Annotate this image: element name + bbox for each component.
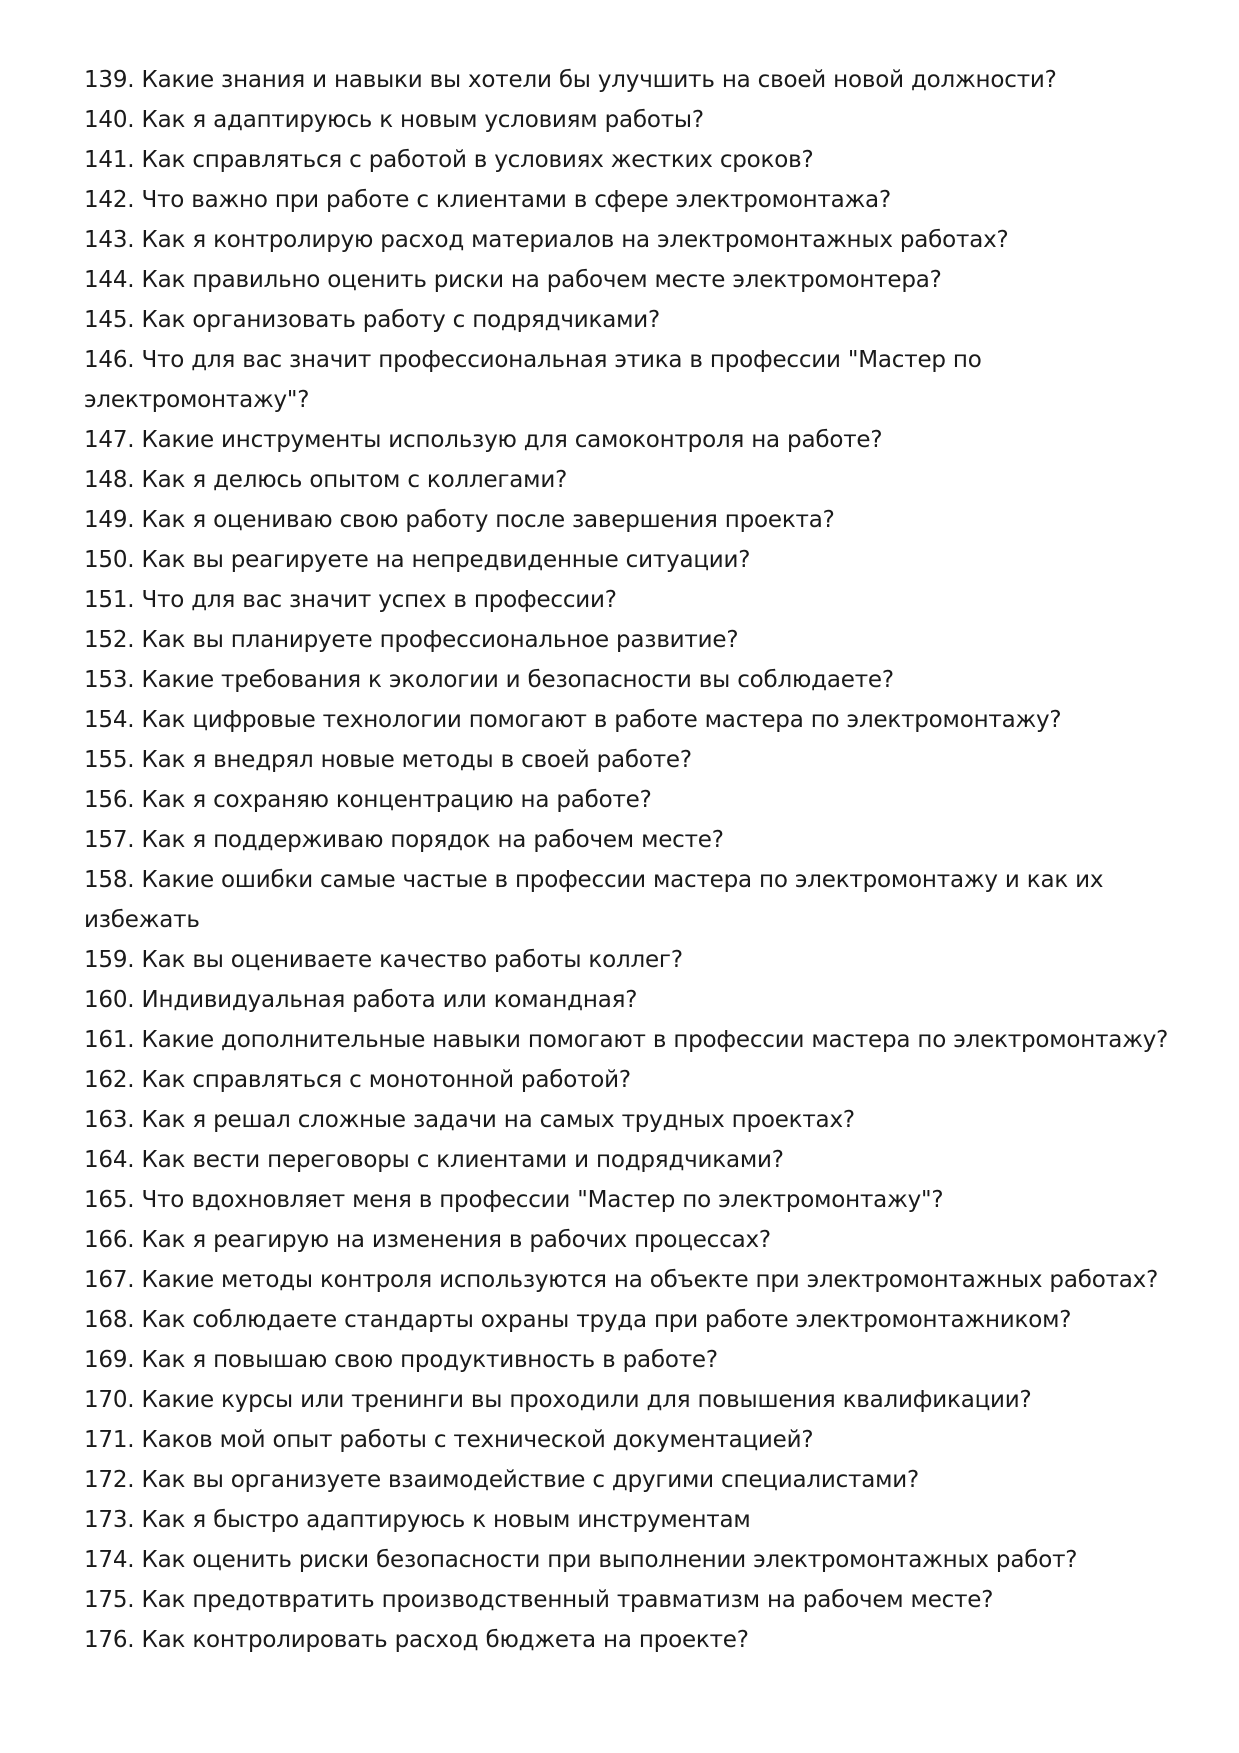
list-item: 155. Как я внедрял новые методы в своей работе?	[84, 747, 692, 773]
list-item: 147. Какие инструменты использую для самоконтроля на работе?	[84, 427, 883, 453]
list-item: 140. Как я адаптируюсь к новым условиям работы?	[84, 107, 704, 133]
list-item: 170. Какие курсы или тренинги вы проходили для повышения квалификации?	[84, 1387, 1032, 1413]
list-item: 168. Как соблюдаете стандарты охраны труда при работе электромонтажником?	[84, 1307, 1072, 1333]
list-item: 172. Как вы организуете взаимодействие с другими специалистами?	[84, 1467, 920, 1493]
list-item: 165. Что вдохновляет меня в профессии "Мастер по электромонтажу"?	[84, 1187, 944, 1213]
list-item: 146. Что для вас значит профессиональная этика в профессии "Мастер по электромонтажу"?	[84, 347, 982, 413]
list-item: 153. Какие требования к экологии и безопасности вы соблюдаете?	[84, 667, 894, 693]
list-item: 148. Как я делюсь опытом с коллегами?	[84, 467, 568, 493]
list-item: 173. Как я быстро адаптируюсь к новым инструментам	[84, 1507, 751, 1533]
list-item: 142. Что важно при работе с клиентами в сфере электромонтажа?	[84, 187, 891, 213]
list-item: 154. Как цифровые технологии помогают в работе мастера по электромонтажу?	[84, 707, 1062, 733]
list-item: 150. Как вы реагируете на непредвиденные ситуации?	[84, 547, 751, 573]
list-item: 174. Как оценить риски безопасности при выполнении электромонтажных работ?	[84, 1547, 1078, 1573]
list-item: 143. Как я контролирую расход материалов на электромонтажных работах?	[84, 227, 1009, 253]
list-item: 167. Какие методы контроля используются на объекте при электромонтажных работах?	[84, 1267, 1159, 1293]
list-item: 160. Индивидуальная работа или командная?	[84, 987, 638, 1013]
list-item: 141. Как справляться с работой в условиях жестких сроков?	[84, 147, 814, 173]
list-item: 149. Как я оцениваю свою работу после завершения проекта?	[84, 507, 835, 533]
list-item: 161. Какие дополнительные навыки помогают в профессии мастера по электромонтажу?	[84, 1027, 1169, 1053]
list-item: 145. Как организовать работу с подрядчиками?	[84, 307, 661, 333]
list-item: 171. Каков мой опыт работы с технической документацией?	[84, 1427, 814, 1453]
question-list	[84, 60, 1174, 1660]
list-item: 175. Как предотвратить производственный травматизм на рабочем месте?	[84, 1587, 994, 1613]
list-item: 156. Как я сохраняю концентрацию на работе?	[84, 787, 652, 813]
list-item: 159. Как вы оцениваете качество работы коллег?	[84, 947, 683, 973]
list-item: 152. Как вы планируете профессиональное развитие?	[84, 627, 739, 653]
list-item: 139. Какие знания и навыки вы хотели бы улучшить на своей новой должности?	[84, 67, 1057, 93]
list-item: 158. Какие ошибки самые частые в профессии мастера по электромонтажу и как их избежать	[84, 867, 1104, 933]
list-item: 166. Как я реагирую на изменения в рабочих процессах?	[84, 1227, 771, 1253]
list-item: 169. Как я повышаю свою продуктивность в работе?	[84, 1347, 718, 1373]
list-item: 164. Как вести переговоры с клиентами и подрядчиками?	[84, 1147, 784, 1173]
list-item: 162. Как справляться с монотонной работой?	[84, 1067, 631, 1093]
list-item: 151. Что для вас значит успех в профессии?	[84, 587, 617, 613]
list-item: 176. Как контролировать расход бюджета на проекте?	[84, 1627, 749, 1653]
list-item: 163. Как я решал сложные задачи на самых трудных проектах?	[84, 1107, 855, 1133]
list-item: 157. Как я поддерживаю порядок на рабочем месте?	[84, 827, 724, 853]
list-item: 144. Как правильно оценить риски на рабочем месте электромонтера?	[84, 267, 942, 293]
